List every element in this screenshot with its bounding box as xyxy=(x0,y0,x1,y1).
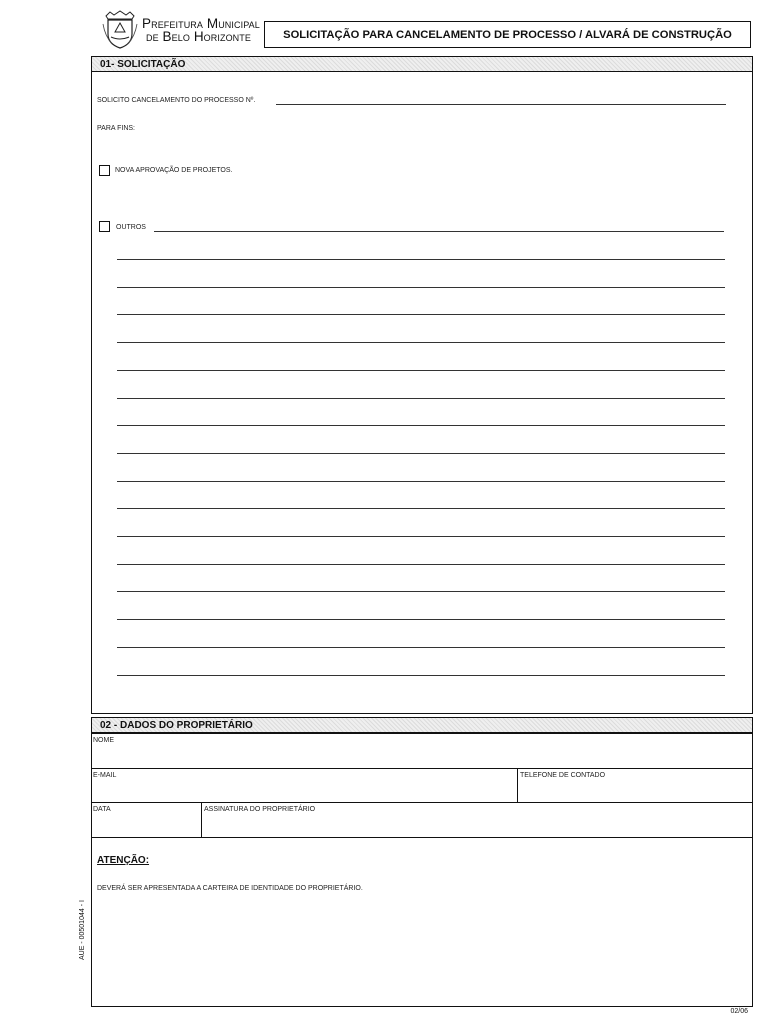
section-request-heading: 01- SOLICITAÇÃO xyxy=(92,57,752,72)
blank-writing-line[interactable] xyxy=(117,675,725,676)
blank-writing-line[interactable] xyxy=(117,314,725,315)
others-text-field[interactable] xyxy=(154,231,724,232)
phone-field[interactable] xyxy=(517,768,753,803)
blank-writing-line[interactable] xyxy=(117,564,725,565)
blank-writing-line[interactable] xyxy=(117,453,725,454)
new-approval-checkbox[interactable] xyxy=(99,165,110,176)
blank-writing-line[interactable] xyxy=(117,342,725,343)
section-request xyxy=(91,56,753,714)
others-label: OUTROS xyxy=(116,224,146,231)
blank-writing-line[interactable] xyxy=(117,481,725,482)
process-number-label: SOLICITO CANCELAMENTO DO PROCESSO Nº. xyxy=(97,97,256,104)
phone-label: TELEFONE DE CONTADO xyxy=(520,772,606,779)
org-name-line2: de Belo Horizonte xyxy=(146,29,251,44)
others-checkbox[interactable] xyxy=(99,221,110,232)
section-owner-heading: 02 - DADOS DO PROPRIETÁRIO xyxy=(92,718,752,733)
blank-writing-line[interactable] xyxy=(117,619,725,620)
form-title: SOLICITAÇÃO PARA CANCELAMENTO DE PROCESSO / ALVARÁ DE CONSTRUÇÃO xyxy=(264,21,751,48)
attention-title: ATENÇÃO: xyxy=(97,855,150,866)
blank-writing-line[interactable] xyxy=(117,647,725,648)
blank-writing-line[interactable] xyxy=(117,287,725,288)
blank-writing-line[interactable] xyxy=(117,508,725,509)
new-approval-label: NOVA APROVAÇÃO DE PROJETOS. xyxy=(115,167,233,174)
date-label: DATA xyxy=(93,806,111,813)
coat-of-arms-logo xyxy=(102,10,138,50)
blank-writing-line[interactable] xyxy=(117,425,725,426)
owner-name-label: NOME xyxy=(93,737,114,744)
signature-label: ASSINATURA DO PROPRIETÁRIO xyxy=(204,806,316,813)
blank-writing-line[interactable] xyxy=(117,536,725,537)
attention-text: DEVERÁ SER APRESENTADA A CARTEIRA DE IDENTIDADE DO PROPRIETÁRIO. xyxy=(97,885,363,892)
owner-name-field[interactable] xyxy=(91,733,753,769)
form-code: AUE - 00501044 - I xyxy=(79,900,86,960)
purpose-label: PARA FINS: xyxy=(97,125,135,132)
section-owner xyxy=(91,717,753,1007)
email-label: E-MAIL xyxy=(93,772,117,779)
email-field[interactable] xyxy=(91,768,518,803)
date-field[interactable] xyxy=(91,802,202,838)
blank-writing-line[interactable] xyxy=(117,591,725,592)
process-number-field[interactable] xyxy=(276,104,726,105)
org-name-line1: Prefeitura Municipal xyxy=(142,16,260,31)
org-name xyxy=(142,17,262,43)
form-version: 02/06 xyxy=(730,1008,748,1015)
blank-writing-line[interactable] xyxy=(117,398,725,399)
signature-field[interactable] xyxy=(201,802,753,838)
blank-writing-line[interactable] xyxy=(117,259,725,260)
blank-writing-line[interactable] xyxy=(117,370,725,371)
